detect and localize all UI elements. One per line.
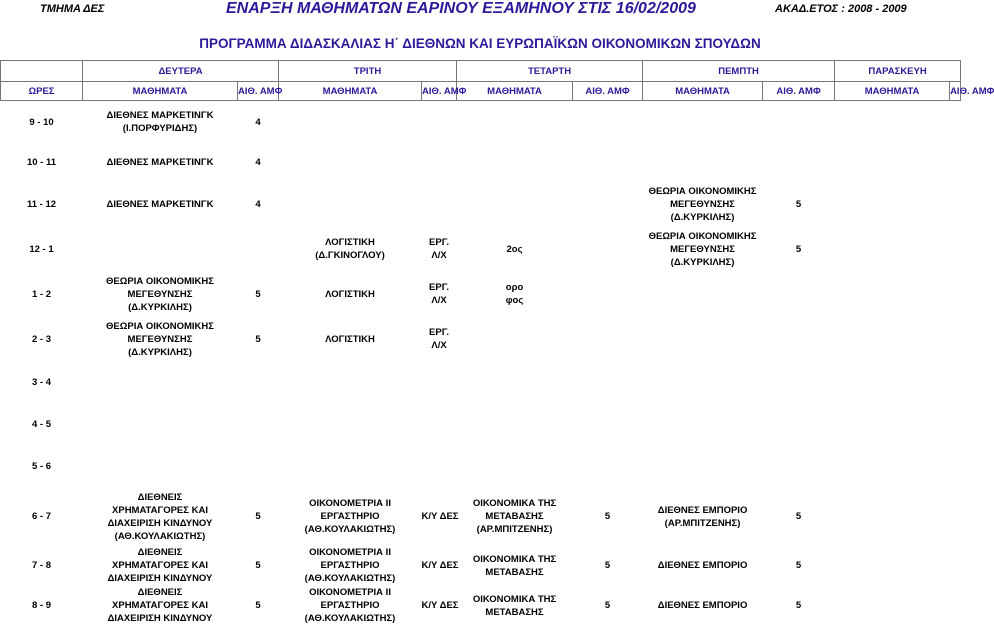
room-cell: 5 — [795, 600, 802, 611]
schedule-subtitle: ΠΡΟΓΡΑΜΜΑ ΔΙΔΑΣΚΑΛΙΑΣ Η΄ ΔΙΕΘΝΩΝ ΚΑΙ ΕΥΡΩΠΑΪΚΩΝ ΟΙΚΟΝΟΜΙΚΩΝ ΣΠΟΥΔΩΝ — [199, 36, 761, 51]
page-title: ΕΝΑΡΞΗ ΜΑΘΗΜΑΤΩΝ ΕΑΡΙΝΟΥ ΕΞΑΜΗΝΟΥ ΣΤΙΣ 16/02/2009 — [226, 0, 696, 17]
hour-cell: 10 - 11 — [26, 157, 57, 168]
course-cell: ΟΙΚΟΝΟΜΙΚΑ ΤΗΣ ΜΕΤΑΒΑΣΗΣ — [472, 593, 557, 618]
table-row — [1, 272, 961, 317]
room-cell: 5 — [795, 511, 802, 522]
hour-cell: 12 - 1 — [29, 243, 54, 255]
room-cell: 5 — [255, 560, 261, 571]
room-cell: 5 — [604, 511, 611, 522]
hour-cell: 3 - 4 — [31, 377, 51, 388]
course-cell: ΘΕΩΡΙΑ ΟΙΚΟΝΟΜΙΚΗΣ ΜΕΓΕΘΥΝΣΗΣ (Δ.ΚΥΡΚΙΛΗΣ) — [648, 185, 757, 223]
columns-header-row — [1, 82, 961, 101]
room-cell: 5 — [604, 560, 611, 571]
course-cell: ΔΙΕΘΝΕΣ ΜΑΡΚΕΤΙΝΓΚ (Ι.ΠΟΡΦΥΡΙΔΗΣ) — [106, 110, 214, 135]
room-cell: ΕΡΓ. Λ/Χ — [429, 237, 450, 261]
day-header-tuesday: ΤΡΙΤΗ — [279, 61, 457, 82]
room-cell: 5 — [255, 511, 261, 522]
table-row — [1, 546, 961, 586]
room-cell: 4 — [255, 116, 261, 128]
course-cell: ΛΟΓΙΣΤΙΚΗ — [325, 288, 375, 300]
course-cell: ΔΙΕΘΝΕΣ ΕΜΠΟΡΙΟ — [657, 560, 748, 571]
course-cell: ΔΙΕΘΝΕΙΣ ΧΡΗΜΑΤΑΓΟΡΕΣ ΚΑΙ ΔΙΑΧΕΙΡΙΣΗ ΚΙΝΔΥΝΟΥ (ΑΘ.ΚΟΥΛΑΚΙΩΤΗΣ) — [107, 491, 213, 542]
day-header-thursday: ΠΕΜΠΤΗ — [643, 61, 835, 82]
table-row — [1, 144, 961, 182]
room-column-header: ΑΙΘ. ΑΜΦ — [763, 82, 835, 101]
room-cell: 5 — [255, 600, 261, 611]
room-column-header: ΑΙΘ. ΑΜΦ — [422, 82, 457, 101]
room-column-header: ΑΙΘ. ΑΜΦ — [950, 82, 961, 101]
room-cell: ΕΡΓ. Λ/Χ — [429, 282, 450, 306]
hour-cell: 4 - 5 — [31, 419, 51, 430]
hour-cell: 5 - 6 — [31, 461, 51, 472]
course-column-header: ΜΑΘΗΜΑΤΑ — [835, 82, 950, 101]
department-label: ΤΜΗΜΑ ΔΕΣ — [40, 3, 105, 15]
course-cell: ΛΟΓΙΣΤΙΚΗ (Δ.ΓΚΙΝΟΓΛΟΥ) — [315, 237, 385, 261]
room-cell: 5 — [255, 288, 261, 300]
room-cell: 4 — [255, 157, 261, 168]
hour-cell: 2 - 3 — [31, 333, 51, 345]
room-cell: 5 — [795, 243, 802, 255]
room-cell: 4 — [255, 198, 261, 210]
schedule-table — [0, 60, 994, 626]
room-cell: ΕΡΓ. Λ/Χ — [429, 327, 450, 351]
table-row — [1, 227, 961, 272]
course-column-header: ΜΑΘΗΜΑΤΑ — [83, 82, 238, 101]
room-cell: Κ/Υ ΔΕΣ — [421, 511, 459, 522]
room-cell: Κ/Υ ΔΕΣ — [421, 560, 459, 571]
table-row — [1, 404, 961, 446]
table-row — [1, 586, 961, 626]
course-cell: ΔΙΕΘΝΕΙΣ ΧΡΗΜΑΤΑΓΟΡΕΣ ΚΑΙ ΔΙΑΧΕΙΡΙΣΗ ΚΙΝΔΥΝΟΥ — [107, 547, 213, 584]
course-column-header: ΜΑΘΗΜΑΤΑ — [279, 82, 422, 101]
hours-column-header: ΩΡΕΣ — [1, 82, 83, 101]
course-cell: ΔΙΕΘΝΕΣ ΕΜΠΟΡΙΟ — [657, 600, 748, 611]
days-header-row — [1, 61, 961, 82]
hour-cell: 9 - 10 — [29, 116, 54, 128]
course-cell: ΔΙΕΘΝΕΣ ΜΑΡΚΕΤΙΝΓΚ — [106, 157, 214, 168]
day-header-friday: ΠΑΡΑΣΚΕΥΗ — [835, 61, 961, 82]
course-column-header: ΜΑΘΗΜΑΤΑ — [457, 82, 573, 101]
course-cell: ΛΟΓΙΣΤΙΚΗ — [325, 333, 375, 345]
course-cell: ΟΙΚΟΝΟΜΕΤΡΙΑ ΙΙ ΕΡΓΑΣΤΗΡΙΟ (ΑΘ.ΚΟΥΛΑΚΙΩΤΗΣ) — [304, 547, 396, 584]
course-cell: ΘΕΩΡΙΑ ΟΙΚΟΝΟΜΙΚΗΣ ΜΕΓΕΘΥΝΣΗΣ (Δ.ΚΥΡΚΙΛΗΣ) — [106, 275, 214, 313]
room-cell: 5 — [604, 600, 611, 611]
room-cell: Κ/Υ ΔΕΣ — [421, 600, 459, 611]
floor-cell: 2ος — [506, 243, 523, 255]
hour-cell: 1 - 2 — [31, 288, 51, 300]
room-cell: 5 — [795, 560, 802, 571]
table-row — [1, 101, 961, 144]
academic-year-label: ΑΚΑΔ.ΕΤΟΣ : 2008 - 2009 — [775, 3, 907, 15]
course-cell: ΔΙΕΘΝΕΙΣ ΧΡΗΜΑΤΑΓΟΡΕΣ ΚΑΙ ΔΙΑΧΕΙΡΙΣΗ ΚΙΝΔΥΝΟΥ — [107, 587, 213, 624]
course-cell: ΟΙΚΟΝΟΜΙΚΑ ΤΗΣ ΜΕΤΑΒΑΣΗΣ — [472, 553, 557, 578]
day-header-wednesday: ΤΕΤΑΡΤΗ — [457, 61, 643, 82]
course-cell: ΘΕΩΡΙΑ ΟΙΚΟΝΟΜΙΚΗΣ ΜΕΓΕΘΥΝΣΗΣ (Δ.ΚΥΡΚΙΛΗΣ) — [648, 230, 757, 268]
day-header-monday: ΔΕΥΤΕΡΑ — [83, 61, 279, 82]
course-cell: ΟΙΚΟΝΟΜΙΚΑ ΤΗΣ ΜΕΤΑΒΑΣΗΣ (ΑΡ.ΜΠΙΤΖΕΝΗΣ) — [472, 498, 557, 535]
table-row — [1, 317, 961, 362]
room-column-header: ΑΙΘ. ΑΜΦ — [238, 82, 279, 101]
days-corner-cell — [1, 61, 83, 82]
hour-cell: 11 - 12 — [26, 198, 57, 210]
room-cell: 5 — [255, 333, 261, 345]
floor-cell: ορο φος — [505, 282, 524, 306]
hour-cell: 8 - 9 — [31, 600, 51, 611]
course-column-header: ΜΑΘΗΜΑΤΑ — [643, 82, 763, 101]
table-row — [1, 446, 961, 488]
hour-cell: 7 - 8 — [31, 560, 51, 571]
course-cell: ΘΕΩΡΙΑ ΟΙΚΟΝΟΜΙΚΗΣ ΜΕΓΕΘΥΝΣΗΣ (Δ.ΚΥΡΚΙΛΗΣ) — [106, 320, 214, 358]
hour-cell: 6 - 7 — [31, 511, 51, 522]
table-row — [1, 182, 961, 227]
table-row — [1, 488, 961, 546]
room-cell: 5 — [795, 198, 802, 210]
course-cell: ΟΙΚΟΝΟΜΕΤΡΙΑ ΙΙ ΕΡΓΑΣΤΗΡΙΟ (ΑΘ.ΚΟΥΛΑΚΙΩΤΗΣ) — [304, 498, 396, 535]
course-cell: ΔΙΕΘΝΕΣ ΕΜΠΟΡΙΟ (ΑΡ.ΜΠΙΤΖΕΝΗΣ) — [657, 504, 748, 529]
course-cell: ΔΙΕΘΝΕΣ ΜΑΡΚΕΤΙΝΓΚ — [106, 198, 214, 210]
room-column-header: ΑΙΘ. ΑΜΦ — [573, 82, 643, 101]
table-row — [1, 362, 961, 404]
course-cell: ΟΙΚΟΝΟΜΕΤΡΙΑ ΙΙ ΕΡΓΑΣΤΗΡΙΟ (ΑΘ.ΚΟΥΛΑΚΙΩΤΗΣ) — [304, 587, 396, 624]
